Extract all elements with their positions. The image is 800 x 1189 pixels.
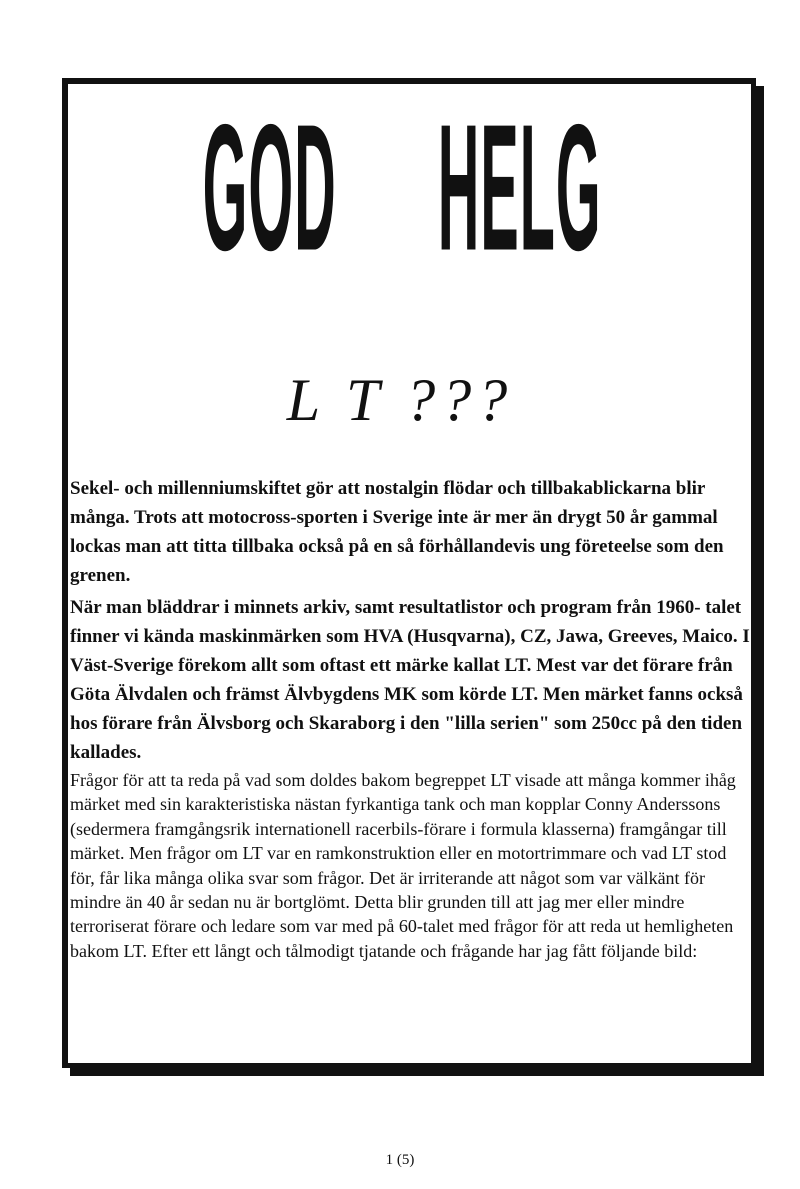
paragraph-1: Sekel- och millenniumskiftet gör att nostalgin flödar och tillbakablickarna blir många. Trots att motocross-sporten i Sverige inte är mer än drygt 50 år gammal lockas man att titta tillbaka också på en så förhållandevis ung företeelse som den grenen. <box>70 478 724 586</box>
heading-word-1: GOD <box>202 87 337 289</box>
heading-god-helg <box>202 87 602 289</box>
paragraph-3: Frågor för att ta reda på vad som doldes bakom begreppet LT visade att många kommer ihåg märket med sin karakteristiska nästan fyrkantiga tank och man kopplar Conny Anderssons (sedermera framgångsrik internationell racerbils-förare i formula klasserna) framgångar till märket. Men frågor om LT var en ramkonstruktion eller en motortrimmare och vad LT stod för, får lika många olika svar som frågor. Det är irriterande att något som var välkänt för mindre än 40 år sedan nu är bortglömt. Detta blir grunden till att jag mer eller mindre terroriserat förare och ledare som var med på 60-talet med frågor för att reda ut hemligheten bakom LT. Efter ett långt och tålmodigt tjatande och frågande har jag fått följande bild: <box>70 770 736 961</box>
heading-word-2: HELG <box>437 87 602 289</box>
subtitle: L T ??? <box>286 367 514 433</box>
paragraph-2: När man bläddrar i minnets arkiv, samt resultatlistor och program från 1960- talet finner vi kända maskinmärken som HVA (Husqvarna), CZ, Jawa, Greeves, Maico. I Väst-Sverige förekom allt som oftast ett märke kallat LT. Mest var det förare från Göta Älvdalen och främst Älvbygdens MK som körde LT. Men märket fanns också hos förare från Älvsborg och Skaraborg i den "lilla serien" som 250cc på den tiden kallades. <box>70 597 750 763</box>
page-number: 1 (5) <box>385 1152 415 1168</box>
